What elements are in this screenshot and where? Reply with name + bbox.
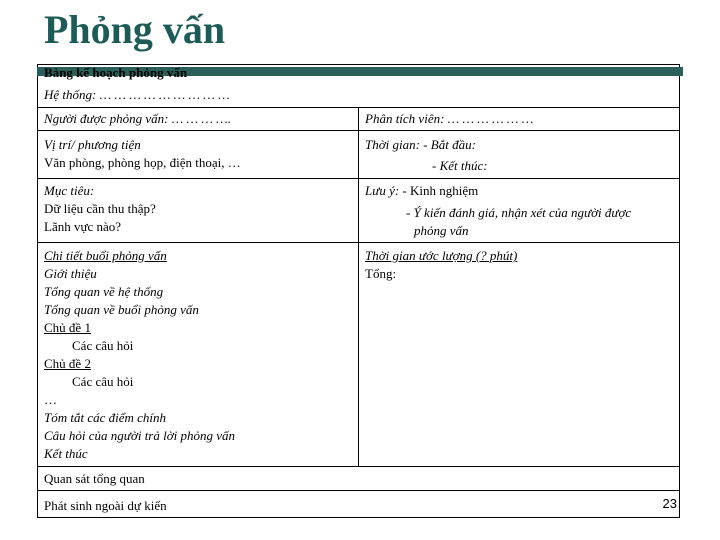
- detail-item: Tổng quan về hệ thống: [44, 284, 164, 299]
- page-title: Phỏng vấn: [44, 7, 226, 52]
- time-start: Thời gian: - Bắt đầu:: [365, 137, 476, 152]
- unexpected-field: Phát sinh ngoài dự kiến: [44, 498, 167, 513]
- topic-1: Chủ đề 1: [44, 320, 91, 335]
- detail-item: Câu hỏi của người trả lời phỏng vấn: [44, 428, 236, 443]
- topic-1-questions: Các câu hỏi: [72, 338, 134, 353]
- estimated-time: Thời gian ước lượng (? phút): [365, 248, 518, 263]
- analyst-field: Phân tích viên: … … … … … …: [365, 111, 534, 126]
- objective-data: Dữ liệu cần thu thập?: [44, 201, 156, 216]
- column-divider: [358, 107, 359, 466]
- detail-item: Kết thúc: [44, 446, 88, 461]
- detail-item: Tổng quan về buổi phỏng vấn: [44, 302, 199, 317]
- row-divider: [37, 466, 680, 467]
- location-options: Văn phòng, phòng họp, điện thoại, …: [44, 155, 241, 170]
- note-interviewee: phỏng vấn: [414, 223, 469, 238]
- location-label: Vị trí/ phương tiện: [44, 137, 141, 152]
- interviewee-field: Người được phỏng vấn: … … … ….: [44, 111, 231, 126]
- objective-domain: Lãnh vực nào?: [44, 219, 122, 234]
- note-experience: Lưu ý: - Kinh nghiệm: [365, 183, 479, 198]
- ellipsis: …: [44, 392, 57, 407]
- plan-title: Bảng kế hoạch phỏng vấn: [44, 65, 188, 80]
- total-label: Tổng:: [365, 266, 397, 281]
- topic-2: Chủ đề 2: [44, 356, 91, 371]
- observation-field: Quan sát tổng quan: [44, 471, 145, 486]
- note-opinion: - Ý kiến đánh giá, nhận xét của người được: [406, 205, 632, 220]
- page-number: 23: [662, 496, 677, 511]
- topic-2-questions: Các câu hỏi: [72, 374, 134, 389]
- time-end: - Kết thúc:: [432, 158, 488, 173]
- row-divider: [37, 490, 680, 491]
- objective-label: Mục tiêu:: [44, 183, 95, 198]
- detail-heading: Chi tiết buổi phỏng vấn: [44, 248, 167, 263]
- system-line: Hệ thống: … … … … … … … … …: [44, 87, 230, 102]
- detail-item: Giới thiệu: [44, 266, 97, 281]
- detail-item: Tóm tắt các điểm chính: [44, 410, 167, 425]
